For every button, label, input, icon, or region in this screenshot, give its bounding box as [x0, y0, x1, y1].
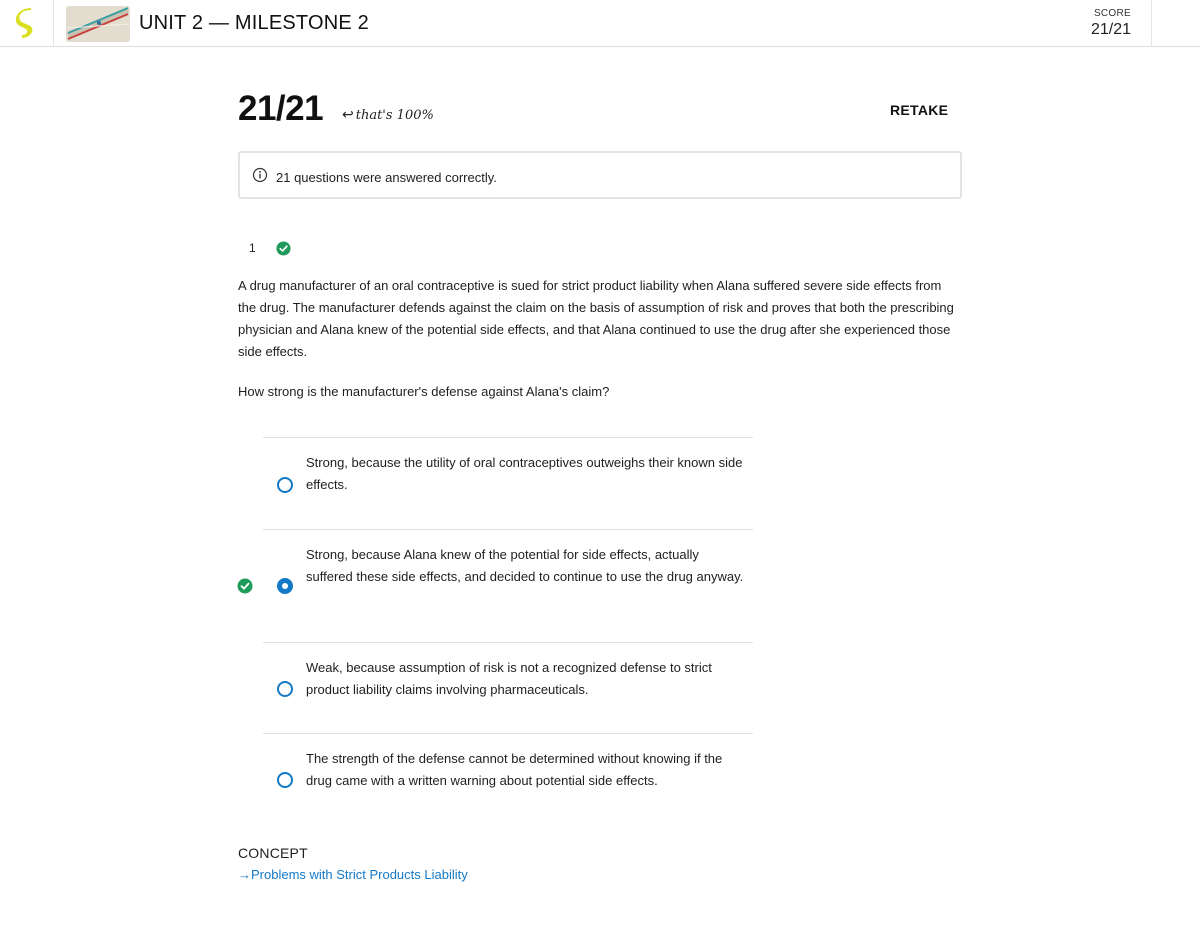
info-banner	[238, 151, 962, 199]
radio-option-4[interactable]	[277, 772, 293, 788]
correct-answer-check-icon	[237, 578, 253, 594]
check-circle-icon	[276, 241, 291, 256]
score-label: SCORE	[1093, 8, 1131, 19]
answer-option-text: The strength of the defense cannot be determined without knowing if the drug came with a written warning about potential side effects.	[306, 751, 723, 788]
answer-option-3[interactable]	[263, 642, 753, 733]
answer-option-text: Strong, because Alana knew of the potential for side effects, actually suffered these side effects, and decided to continue to use the drug anyway.	[306, 547, 744, 584]
info-icon	[252, 167, 268, 183]
info-message: questions were answered correctly.	[290, 170, 497, 185]
retake-button[interactable]: RETAKE	[890, 102, 949, 118]
radio-option-3[interactable]	[277, 681, 293, 697]
logo-cell[interactable]	[0, 0, 54, 47]
radio-option-1[interactable]	[277, 477, 293, 493]
percent-note-text: that's 100%	[355, 108, 434, 123]
concept-label: CONCEPT	[238, 845, 308, 861]
top-bar	[0, 0, 1200, 47]
concept-link-text: Problems with Strict Products Liability	[251, 867, 468, 882]
course-thumbnail	[66, 6, 130, 42]
score-box	[1070, 0, 1152, 47]
info-text	[276, 170, 497, 185]
score-value: 21/21	[1090, 21, 1131, 38]
answer-option-text: Strong, because the utility of oral contraceptives outweighs their known side effects.	[306, 455, 743, 492]
question-prompt: How strong is the manufacturer's defense against Alana's claim?	[238, 384, 610, 399]
question-number: 1	[249, 241, 256, 255]
answer-option-1[interactable]	[263, 437, 753, 529]
answer-option-2[interactable]	[263, 529, 753, 642]
concept-link[interactable]	[238, 867, 468, 882]
info-count: 21	[276, 170, 291, 185]
sophia-logo-icon[interactable]	[14, 8, 40, 40]
unit-title: UNIT 2 — MILESTONE 2	[139, 12, 369, 34]
percent-note	[342, 107, 434, 123]
radio-option-2-selected[interactable]	[277, 578, 293, 594]
question-text: A drug manufacturer of an oral contraceptive is sued for strict product liability when Alana suffered severe side effects from the drug. The manufacturer defends against the claim on the basis of assumption of risk and proves that both the prescribing physician and Alana knew of the potential side effects, and that Alana continued to use the drug after she experienced those side effects.	[238, 278, 954, 359]
curved-arrow-left-icon: ↩	[342, 107, 354, 123]
answer-option-text: Weak, because assumption of risk is not a recognized defense to strict product liability claims involving pharmaceuticals.	[306, 660, 712, 697]
answer-option-4[interactable]	[263, 733, 753, 813]
arrow-right-icon: →	[238, 867, 251, 882]
result-score: 21/21	[238, 89, 324, 128]
